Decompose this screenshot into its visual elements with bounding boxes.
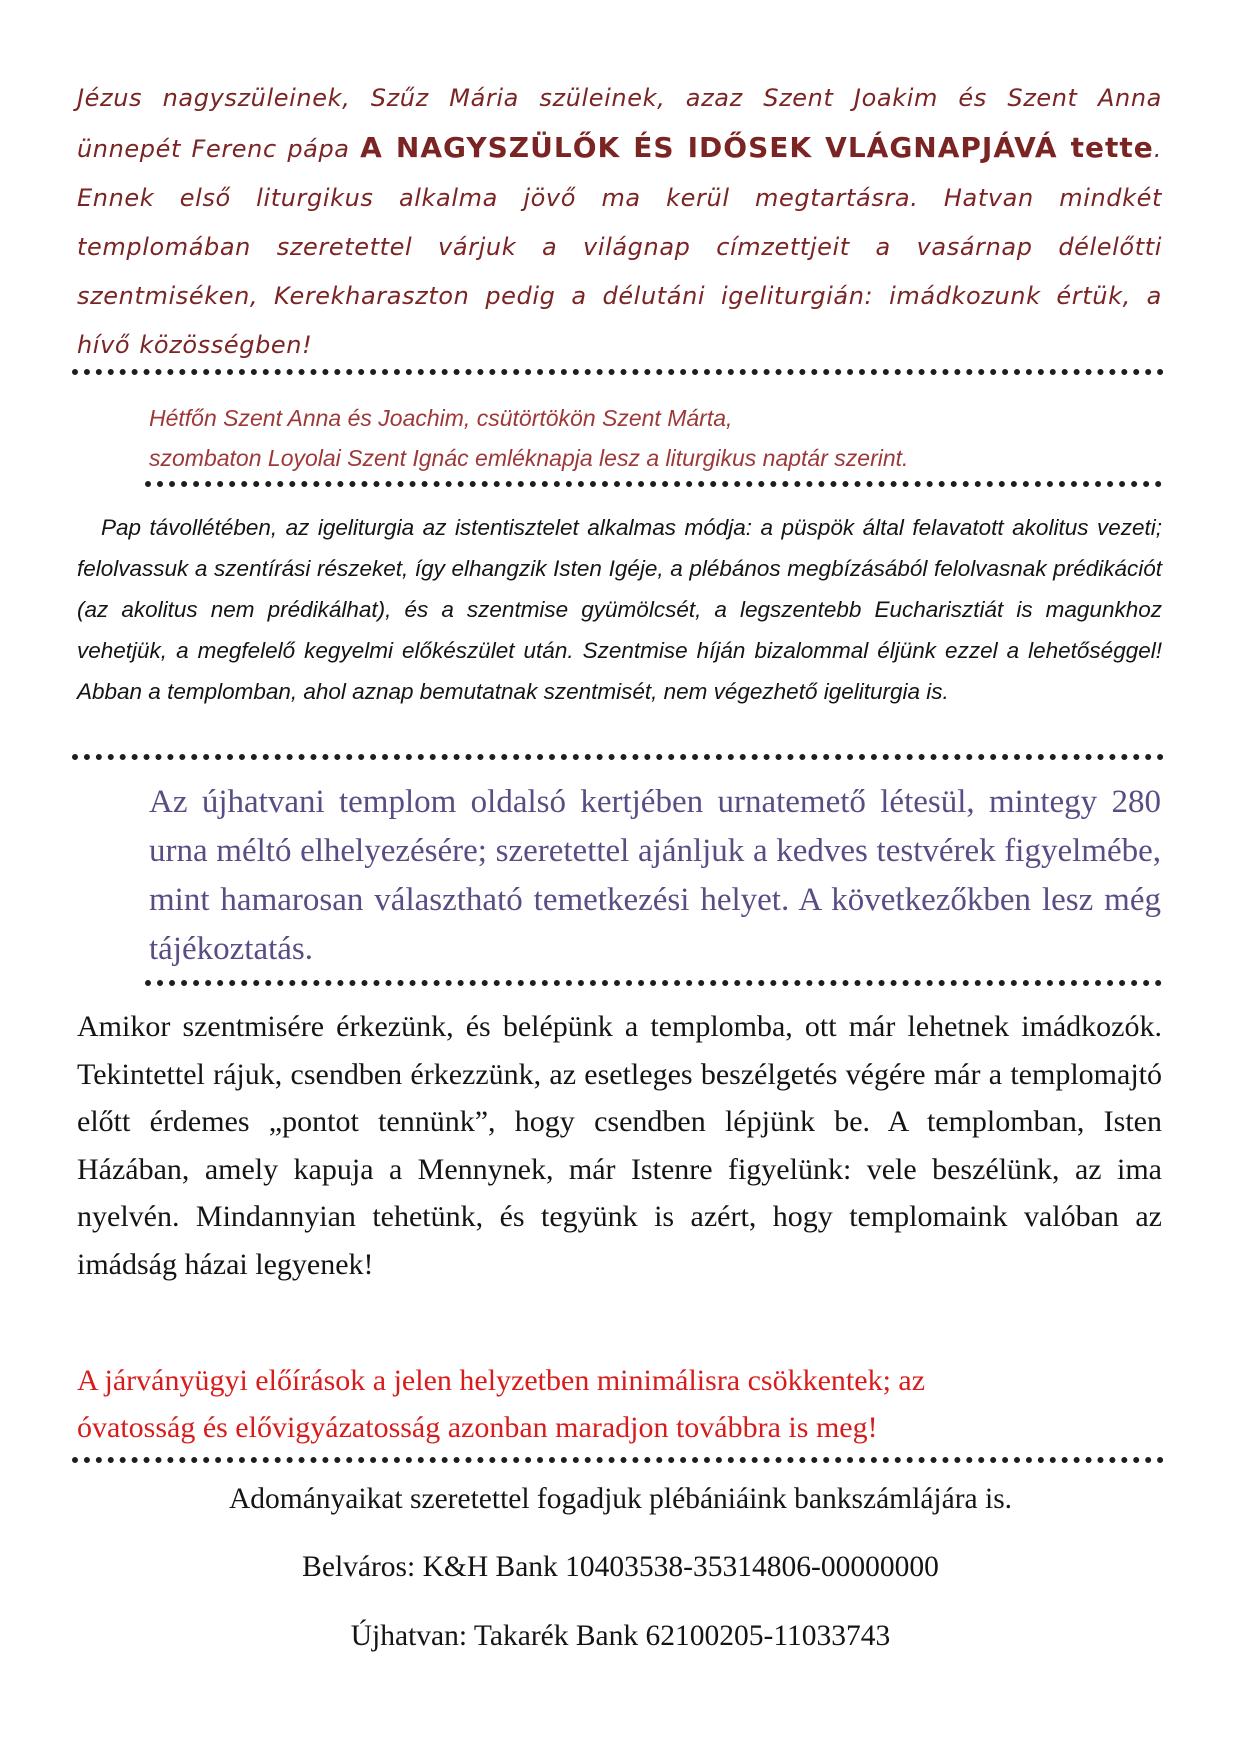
dotted-divider xyxy=(145,980,1162,986)
donation-intro: Adományaikat szeretettel fogadjuk plébániáink bankszámlájára is. xyxy=(228,1483,1013,1515)
bank-account-ujhatvan: Újhatvan: Takarék Bank 62100205-11033743 xyxy=(350,1620,891,1652)
grandparents-day-announcement xyxy=(77,74,1162,370)
pandemic-notice-line-2: óvatosság és elővigyázatosság azonban maradjon továbbra is meg! xyxy=(77,1411,878,1444)
dotted-divider xyxy=(72,369,1164,375)
church-silence-paragraph: Amikor szentmisére érkezünk, és belépünk a templomba, ott már lehetnek imádkozók. Tekintettel rájuk, csendben érkezzünk, az esetleges beszélgetés végére már a templomajtó előtt érdemes „pontot tennünk”, hogy csendben lépjünk be. A templomban, Isten Házában, amely kapuja a Mennynek, már Istenre figyelünk: vele beszélünk, az ima nyelvén. Mindannyian tehetünk, és tegyünk is azért, hogy templomaink valóban az imádság házai legyenek! xyxy=(77,1010,1162,1281)
dotted-divider xyxy=(72,754,1164,760)
urn-cemetery-paragraph: Az újhatvani templom oldalsó kertjében urnatemető létesül, mintegy 280 urna méltó elhelyezésére; szeretettel ajánljuk a kedves testvérek figyelmébe, mint hamarosan választható temetkezési helyet. A következőkben lesz még tájékoztatás. xyxy=(149,784,1161,967)
memorial-days-notice xyxy=(149,398,1159,478)
pandemic-notice-line-1: A járványügyi előírások a jelen helyzetben minimálisra csökkentek; az xyxy=(77,1364,926,1397)
dotted-divider xyxy=(145,481,1162,487)
pandemic-notice xyxy=(77,1357,1162,1451)
word-liturgy-paragraph: Pap távollétében, az igeliturgia az istentisztelet alkalmas módja: a püspök által felavatott akolitus vezeti; felolvassuk a szentírási részeket, így elhangzik Isten Igéje, a plébános megbízásából felolvasnak prédikációt (az akolitus nem prédikálhat), és a szentmise gyümölcsét, a legszentebb Eucharisztiát is magunkhoz vehetjük, a megfelelő kegyelmi előkészület után. Szentmise híján bizalommal éljünk ezzel a lehetőséggel! Abban a templomban, ahol aznap bemutatnak szentmisét, nem végezhető igeliturgia is. xyxy=(77,515,1162,704)
announcement-emphasis: A NAGYSZÜLŐK ÉS IDŐSEK VLÁGNAPJÁVÁ tette xyxy=(360,131,1154,164)
dotted-divider xyxy=(72,1457,1164,1463)
announcement-text-start: Jézus nagyszüleinek, Szűz Mária szüleinek, azaz Szent Joakim és Szent Anna ünnepét Ferenc pápa xyxy=(77,84,1162,163)
announcement-text-end: . Ennek első liturgikus alkalma jövő ma kerül megtartásra. Hatvan mindkét templomában szeretettel várjuk a világnap címzettjeit a vasárnap délelőtti szentmiséken, Kerekharaszton pedig a délutáni igeliturgián: imádkozunk értük, a hívő közösségben! xyxy=(77,135,1163,359)
memorial-days-line-1: Hétfőn Szent Anna és Joachim, csütörtökön Szent Márta, xyxy=(149,405,733,431)
bank-account-belvaros: Belváros: K&H Bank 10403538-35314806-00000000 xyxy=(302,1551,939,1583)
memorial-days-line-2: szombaton Loyolai Szent Ignác emléknapja lesz a liturgikus naptár szerint. xyxy=(149,445,909,471)
